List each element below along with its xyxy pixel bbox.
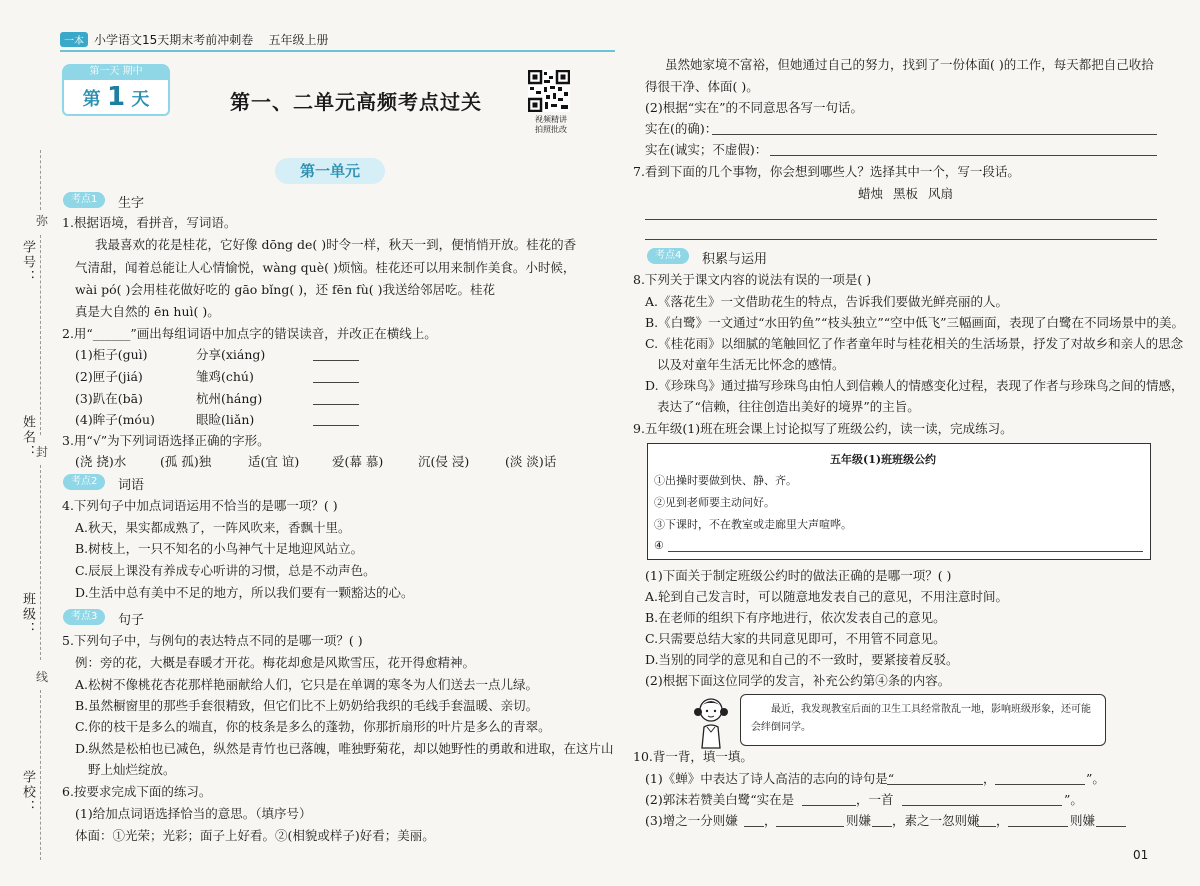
question-1: 1.根据语境，看拼音，写词语。 [62, 215, 237, 230]
q2-word: (4)眸子(móu) [75, 412, 155, 427]
cut-line [40, 150, 41, 210]
shizai-meaning-1: 实在(的确)： [645, 121, 718, 136]
question-5: 5.下列句子中，与例句的表达特点不同的是哪一项？( ) [62, 633, 363, 648]
q3-option[interactable]: 适(宜 谊) [248, 454, 300, 469]
section-tag-1: 考点1 [63, 192, 105, 208]
q4-option-d: D.生活中总有美中不足的地方，所以我们要有一颗豁达的心。 [75, 585, 414, 600]
q5-option-d: D.纵然是松柏也已减色，纵然是青竹也已落魄，唯独野菊花，却以她野性的勇敢和进取，在这片山 [75, 741, 614, 756]
q9-option-b: B.在老师的组织下有序地进行，依次发表自己的意见。 [645, 610, 946, 625]
qr-caption [526, 115, 576, 135]
day-prefix: 第 [82, 89, 101, 110]
q10-ze-label: 则嫌 [1070, 813, 1096, 828]
q6-sentence: 虽然她家境不富裕，但她通过自己的努力，找到了一份体面( )的工作，每天都把自己收拾 [665, 57, 1154, 72]
school-label: 学校： [20, 770, 35, 815]
section-tag-4: 考点4 [647, 248, 689, 264]
q8-option-b: B.《白鹭》一文通过“水田钓鱼”“枝头独立”“空中低飞”三幅画面，表现了白鹭在不同场景中的美。 [645, 315, 1185, 330]
q10-sub-3-cont: ，素之一忽则嫌 [892, 813, 980, 828]
q3-option[interactable]: (孤 孤)独 [160, 454, 212, 469]
q4-option-c: C.辰辰上课没有养成专心听讲的习惯，总是不动声色。 [75, 563, 376, 578]
student-id-label: 学号： [20, 240, 35, 285]
binding-strip [0, 0, 55, 886]
class-rule-item: ③下课时，不在教室或走廊里大声喧哗。 [654, 518, 852, 531]
class-rule-item: ②见到老师要主动问好。 [654, 496, 775, 509]
student-girl-icon [688, 694, 734, 750]
class-rules-box [647, 443, 1151, 560]
q1-passage-line: wài pó( )会用桂花做好吃的 gāo bǐng( )，还 fēn fù( )我送给邻居吃。桂花 [75, 282, 496, 297]
page-title: 第一、二单元高频考点过关 [230, 90, 482, 114]
q6-sub-2: (2)根据“实在”的不同意思各写一句话。 [645, 100, 863, 115]
answer-line[interactable] [887, 784, 983, 785]
q1-passage-line: 我最喜欢的花是桂花，它好像 dōng de( )时令一样，秋天一到，便悄悄开放。桂花的香 [95, 237, 577, 252]
q2-word: (2)匣子(jiá) [75, 369, 143, 384]
q8-option-d-cont: 表达了“信赖，往往创造出美好的境界”的主旨。 [657, 399, 920, 414]
q8-option-c: C.《桂花雨》以细腻的笔触回忆了作者童年时与桂花相关的生活场景，抒发了对故乡和亲人的思念 [645, 336, 1184, 351]
speech-bubble [740, 694, 1106, 746]
answer-line[interactable] [313, 382, 359, 383]
q5-option-c: C.你的枝干是多么的端直，你的枝条是多么的蓬勃，你那折扇形的叶片是多么的青翠。 [75, 719, 551, 734]
q10-sub-2: (2)郭沫若赞美白鹭“实在是 [645, 792, 795, 807]
q9-option-d: D.当别的同学的意见和自己的不一致时，要紧接着反驳。 [645, 652, 959, 667]
q3-option[interactable]: (浇 挠)水 [75, 454, 127, 469]
answer-line[interactable] [645, 239, 1157, 240]
cut-line [40, 235, 41, 435]
q2-word: (3)趴在(bā) [75, 391, 143, 406]
day-badge-main [62, 80, 170, 116]
answer-line[interactable] [872, 826, 892, 827]
q1-passage-line: 气清甜，闻着总能让人心情愉悦，wàng què( )烦恼。桂花还可以用来制作美食。小时候， [75, 260, 576, 275]
header-rule [60, 50, 615, 52]
section-name-3: 句子 [118, 613, 145, 628]
section-name-1: 生字 [118, 196, 145, 211]
page-number: 01 [1133, 848, 1149, 862]
rule-4-answer-line[interactable] [668, 551, 1143, 552]
q6-sentence-cont: 得很干净、体面( )。 [645, 79, 759, 94]
answer-line[interactable] [313, 360, 359, 361]
section-name-4: 积累与运用 [702, 252, 768, 267]
q8-option-d: D.《珍珠鸟》通过描写珍珠鸟由怕人到信赖人的情感变化过程，表现了作者与珍珠鸟之间的情感， [645, 378, 1184, 393]
q9-sub-2: (2)根据下面这位同学的发言，补充公约第④条的内容。 [645, 673, 951, 688]
q5-example: 例：旁的花，大概是春暖才开花。梅花却愈是风欺雪压，花开得愈精神。 [75, 655, 476, 670]
answer-line[interactable] [744, 826, 764, 827]
answer-line[interactable] [976, 826, 996, 827]
question-6: 6.按要求完成下面的练习。 [62, 784, 212, 799]
answer-line[interactable] [313, 425, 359, 426]
book-header [60, 31, 329, 48]
class-rule-item: ①出操时要做到快、静、齐。 [654, 474, 797, 487]
q4-option-b: B.树枝上，一只不知名的小鸟神气十足地迎风站立。 [75, 541, 364, 556]
cut-line [40, 690, 41, 860]
q10-sub-1: (1)《蝉》中表达了诗人高洁的志向的诗句是“ [645, 771, 895, 786]
qr-caption-line: 拍照批改 [535, 125, 567, 134]
q4-option-a: A.秋天，果实都成熟了，一阵风吹来，香飘十里。 [75, 520, 351, 535]
book-title: 小学语文15天期末考前冲刺卷 [94, 33, 254, 47]
comma: ， [764, 813, 777, 828]
q2-word: 眼睑(liǎn) [196, 412, 255, 427]
q6-sub-1: (1)给加点词语选择恰当的意思。（填序号） [75, 806, 312, 821]
q8-option-c-cont: 以及对童年生活无比怀念的感情。 [657, 357, 845, 372]
q3-option[interactable]: 爱(幕 慕) [332, 454, 384, 469]
qr-code-icon[interactable] [528, 70, 570, 112]
seal-mark-xian: 线 [36, 670, 49, 684]
q3-option[interactable]: (淡 淡)话 [505, 454, 557, 469]
class-label: 班级： [20, 592, 35, 637]
q2-word: 分享(xiáng) [196, 347, 266, 362]
q1-passage-line: 真是大自然的 ēn huì( )。 [75, 304, 220, 319]
q10-ze-label: 则嫌 [846, 813, 872, 828]
q2-word: (1)柜子(guì) [75, 347, 148, 362]
q5-option-a: A.松树不像桃花杏花那样艳丽献给人们，它只是在单调的寒冬为人们送去一点儿绿。 [75, 677, 539, 692]
q9-option-a: A.轮到自己发言时，可以随意地发表自己的意见，不用注意时间。 [645, 589, 1009, 604]
day-number: 1 [106, 82, 126, 112]
question-4: 4.下列句子中加点词语运用不恰当的是哪一项？( ) [62, 498, 338, 513]
student-remark: 最近，我发现教室后面的卫生工具经常散乱一地，影响班级形象，还可能会绊倒同学。 [751, 704, 1091, 733]
shizai-meaning-2: 实在(诚实；不虚假)： [645, 142, 768, 157]
qr-caption-line: 视频精讲 [535, 115, 567, 124]
comma: ， [996, 813, 1009, 828]
day-badge-top: 第一天 期中 [62, 64, 170, 80]
question-8: 8.下列关于课文内容的说法有误的一项是( ) [633, 272, 872, 287]
answer-line[interactable] [995, 784, 1085, 785]
q6-definition: 体面：①光荣；光彩；面子上好看。②(相貌或样子)好看；美丽。 [75, 828, 435, 843]
section-tag-2: 考点2 [63, 474, 105, 490]
day-badge [62, 64, 170, 119]
day-suffix: 天 [131, 89, 150, 110]
q10-sub-3: (3)增之一分则嫌 [645, 813, 738, 828]
answer-line[interactable] [712, 134, 1157, 135]
seal-mark-mi: 弥 [36, 214, 49, 228]
question-2: 2.用“______”画出每组词语中加点字的错误读音，并改正在横线上。 [62, 326, 437, 341]
answer-line[interactable] [776, 826, 844, 827]
closing-quote: ”。 [1086, 771, 1105, 786]
answer-line[interactable] [770, 155, 1157, 156]
class-rules-title: 五年级(1)班班级公约 [830, 453, 937, 466]
class-rule-item: ④ [654, 539, 664, 552]
q8-option-a: A.《落花生》一文借助花生的特点，告诉我们要做光鲜亮丽的人。 [645, 294, 1009, 309]
name-label: 姓名： [20, 415, 35, 460]
closing-quote: ”。 [1064, 792, 1083, 807]
comma: ， [983, 771, 996, 786]
q7-items: 蜡烛 黑板 风扇 [858, 186, 953, 201]
q5-option-b: B.虽然橱窗里的那些手套很精致，但它们比不上奶奶给我织的毛线手套温暖、亲切。 [75, 698, 539, 713]
unit-heading: 第一单元 [275, 158, 385, 184]
q5-option-d-cont: 野上灿烂绽放。 [88, 762, 176, 777]
q3-option[interactable]: 沉(侵 浸) [418, 454, 470, 469]
q2-word: 雏鸡(chú) [196, 369, 254, 384]
q9-option-c: C.只需要总结大家的共同意见即可，不用管不同意见。 [645, 631, 946, 646]
section-tag-3: 考点3 [63, 609, 105, 625]
q2-word: 杭州(háng) [196, 391, 263, 406]
answer-line[interactable] [645, 219, 1157, 220]
answer-line[interactable] [1008, 826, 1068, 827]
brand-logo: 一本 [60, 32, 88, 47]
q9-sub-1: (1)下面关于制定班级公约时的做法正确的是哪一项？( ) [645, 568, 952, 583]
answer-line[interactable] [1096, 826, 1126, 827]
question-7: 7.看到下面的几个事物，你会想到哪些人？选择其中一个，写一段话。 [633, 164, 1020, 179]
q10-yi-label: ，一首 [856, 792, 894, 807]
grade-label: 五年级上册 [268, 33, 329, 47]
answer-line[interactable] [313, 404, 359, 405]
seal-mark-feng: 封 [36, 445, 49, 459]
question-3: 3.用“√”为下列词语选择正确的字形。 [62, 433, 270, 448]
answer-line[interactable] [802, 805, 856, 806]
section-name-2: 词语 [118, 478, 145, 493]
question-10: 10.背一背，填一填。 [633, 749, 753, 764]
question-9: 9.五年级(1)班在班会课上讨论拟写了班级公约，读一读，完成练习。 [633, 421, 1013, 436]
cut-line [40, 465, 41, 660]
answer-line[interactable] [902, 805, 1062, 806]
